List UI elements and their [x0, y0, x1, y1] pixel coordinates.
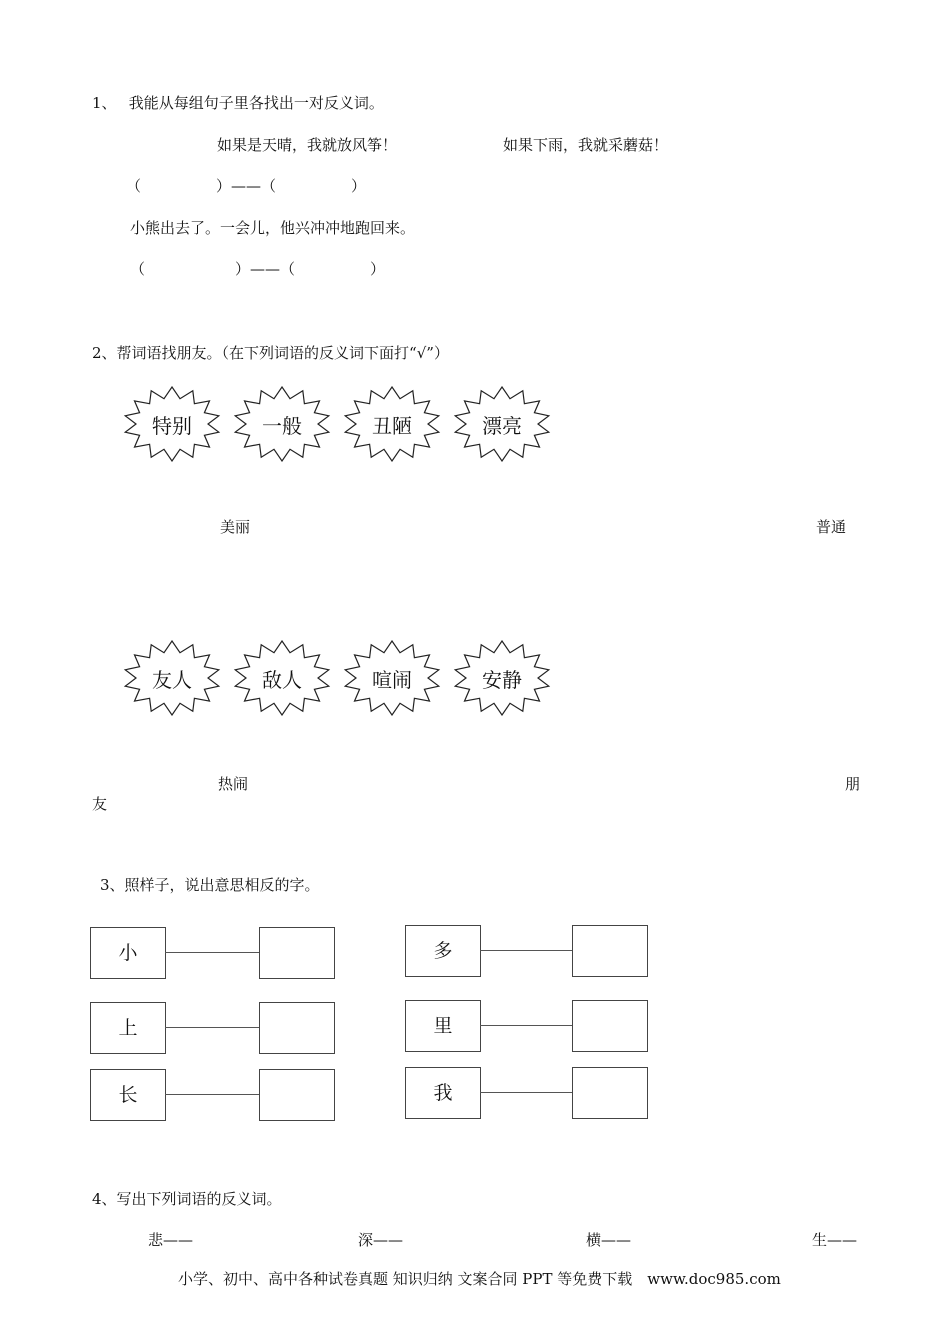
starburst-label: 敌人 [262, 668, 302, 692]
starburst-label: 安静 [482, 668, 522, 692]
q4-item-deep: 深—— [358, 1231, 404, 1249]
q3-connector-line [480, 950, 572, 951]
q3-given-char-box: 多 [405, 925, 481, 977]
starburst-word [232, 640, 332, 716]
q1-answer-blank-2: （ ）——（ ） [130, 260, 386, 278]
q3-answer-box[interactable] [259, 927, 335, 979]
q3-given-char-box: 里 [405, 1000, 481, 1052]
starburst-word [122, 640, 222, 716]
q3-answer-box[interactable] [572, 925, 648, 977]
q3-answer-box[interactable] [259, 1002, 335, 1054]
q2-word-lively: 热闹 [218, 775, 249, 793]
starburst-word [452, 640, 552, 716]
q3-given-char-box: 长 [90, 1069, 166, 1121]
starburst-label: 喧闹 [372, 668, 412, 692]
q3-connector-line [480, 1025, 572, 1026]
q2-title: 2、帮词语找朋友。（在下列词语的反义词下面打“√”） [92, 344, 449, 362]
q4-title: 4、写出下列词语的反义词。 [92, 1190, 282, 1208]
q2-word-friend-b: 友 [92, 795, 108, 813]
q3-given-char-box: 上 [90, 1002, 166, 1054]
q3-connector-line [480, 1092, 572, 1093]
starburst-word [232, 386, 332, 462]
starburst-word [452, 386, 552, 462]
starburst-label: 一般 [262, 414, 302, 438]
q1-answer-blank-1: （ ）——（ ） [126, 177, 367, 195]
q3-connector-line [165, 1027, 259, 1028]
q3-answer-box[interactable] [259, 1069, 335, 1121]
q3-connector-line [165, 952, 259, 953]
starburst-word [342, 386, 442, 462]
starburst-label: 漂亮 [482, 414, 522, 438]
footer-download-notice: 小学、初中、高中各种试卷真题 知识归纳 文案合同 PPT 等免费下载 www.doc985.com [178, 1270, 781, 1288]
q4-item-horizontal: 横—— [586, 1231, 632, 1249]
q2-word-friend-a: 朋 [845, 775, 861, 793]
starburst-label: 丑陋 [372, 414, 412, 438]
starburst-label: 特别 [152, 414, 192, 438]
q3-title: 3、照样子，说出意思相反的字。 [100, 876, 320, 894]
starburst-label: 友人 [152, 668, 192, 692]
q2-word-ordinary: 普通 [816, 518, 847, 536]
q3-connector-line [165, 1094, 259, 1095]
q3-answer-box[interactable] [572, 1000, 648, 1052]
q1-sentence-sunny: 如果是天晴，我就放风筝！ [217, 136, 398, 154]
starburst-word [342, 640, 442, 716]
q1-sentence-bear: 小熊出去了。一会儿，他兴冲冲地跑回来。 [130, 219, 416, 237]
q3-given-char-box: 小 [90, 927, 166, 979]
q3-given-char-box: 我 [405, 1067, 481, 1119]
q4-item-raw: 生—— [812, 1231, 858, 1249]
q1-sentence-rain: 如果下雨，我就采蘑菇！ [503, 136, 669, 154]
q3-answer-box[interactable] [572, 1067, 648, 1119]
q4-item-sad: 悲—— [148, 1231, 194, 1249]
q2-word-beautiful: 美丽 [220, 518, 251, 536]
q1-title: 1、 我能从每组句子里各找出一对反义词。 [92, 94, 384, 112]
starburst-word [122, 386, 222, 462]
